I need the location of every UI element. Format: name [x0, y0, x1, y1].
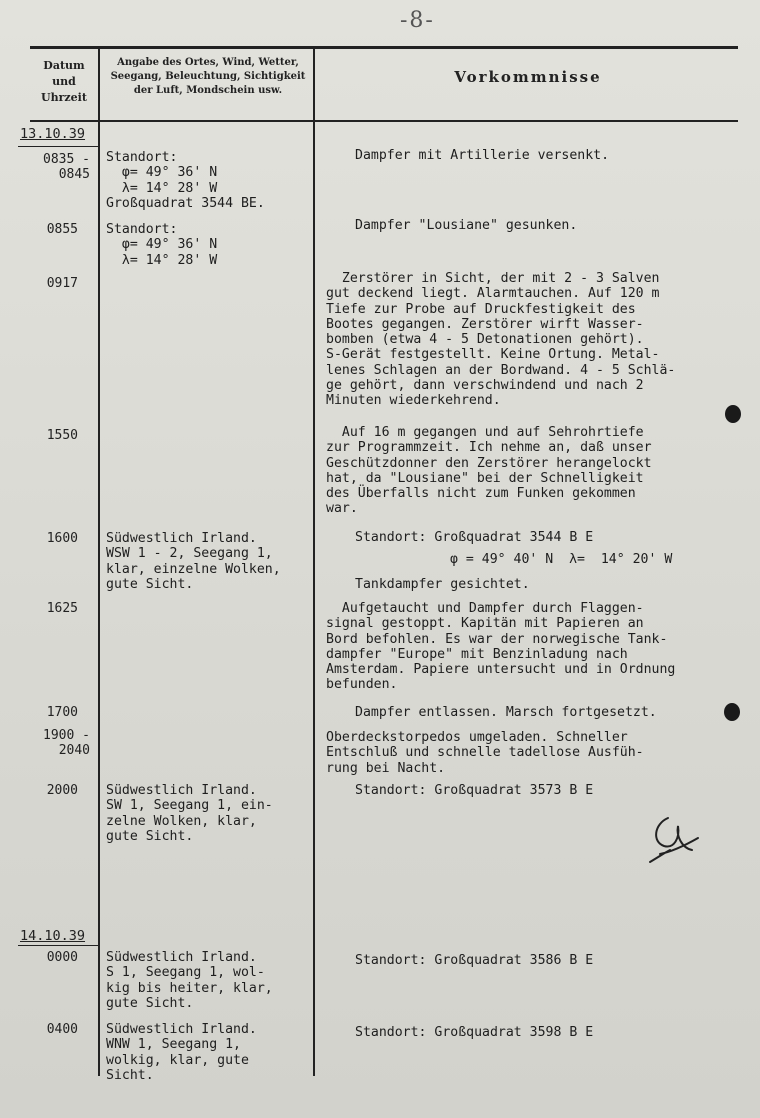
date-13-10-39: 13.10.39	[20, 126, 86, 142]
time-0835: 0835 - 0845	[43, 152, 90, 182]
punch-hole-lower	[724, 703, 740, 721]
event-1600-coordinates: φ = 49° 40' N λ= 14° 20' W	[450, 552, 673, 567]
time-0000: 0000	[46, 950, 78, 965]
event-1550: Auf 16 m gegangen und auf Sehrohrtiefe zur Programmzeit. Ich nehme an, daß unser Geschützdonner den Zerstörer herangelockt hat, da "Lousiane" bei der Schnelligkeit des Überfalls nicht zum Funken gekommen war.	[326, 425, 652, 517]
column-divider-1	[98, 46, 100, 1076]
punch-hole-upper	[725, 405, 741, 423]
event-0917: Zerstörer in Sicht, der mit 2 - 3 Salven gut deckend liegt. Alarmtauchen. Auf 120 m Tiefe zur Probe auf Druckfestigkeit des Bootes gegangen. Zerstörer wirft Wasser- bomben (etwa 4 - 5 Detonationen gehört). S-Gerät festgestellt. Keine Ortung. Metal- lenes Schlagen an der Bordwand. 4 - 5 Schlä- ge gehört, dann verschwindend und nach 2 Minuten wiederkehrend.	[326, 271, 676, 409]
event-1625: Aufgetaucht und Dampfer durch Flaggen- signal gestoppt. Kapitän mit Papieren an Bord befohlen. Es war der norwegische Tank- dampfer "Europe" mit Benzinladung nach Amsterdam. Papiere untersucht und in Ordnung befunden.	[326, 601, 676, 693]
event-1600-position: Standort: Großquadrat 3544 B E	[355, 530, 594, 545]
time-1900: 1900 - 2040	[43, 728, 90, 758]
header-location-weather: Angabe des Ortes, Wind, Wetter, Seegang, Beleuchtung, Sichtigkeit der Luft, Mondschein usw.	[110, 57, 306, 96]
location-0855: Standort: φ= 49° 36' N λ= 14° 28' W	[106, 222, 218, 268]
event-0000: Standort: Großquadrat 3586 B E	[355, 953, 594, 968]
event-1600-tanker: Tankdampfer gesichtet.	[355, 577, 530, 592]
handwritten-initial	[640, 808, 710, 868]
header-events: Vorkommnisse	[454, 68, 602, 86]
location-1600: Südwestlich Irland. WSW 1 - 2, Seegang 1, klar, einzelne Wolken, gute Sicht.	[106, 531, 281, 592]
event-1900: Oberdeckstorpedos umgeladen. Schneller Entschluß und schnelle tadellose Ausfüh- rung bei Nacht.	[326, 730, 644, 776]
location-0835: Standort: φ= 49° 36' N λ= 14° 28' W Großquadrat 3544 BE.	[106, 150, 265, 211]
location-0000: Südwestlich Irland. S 1, Seegang 1, wol- kig bis heiter, klar, gute Sicht.	[106, 950, 273, 1011]
time-2000: 2000	[46, 783, 78, 798]
time-1625: 1625	[46, 601, 78, 616]
event-0400: Standort: Großquadrat 3598 B E	[355, 1025, 594, 1040]
time-0400: 0400	[46, 1022, 78, 1037]
date-rule-2	[18, 945, 98, 946]
header-date-time: Datum und Uhrzeit	[41, 59, 87, 104]
event-1700: Dampfer entlassen. Marsch fortgesetzt.	[355, 705, 657, 720]
column-divider-2	[313, 46, 315, 1076]
header-bottom-rule	[30, 120, 738, 122]
page-number: -8-	[400, 8, 435, 33]
event-0855: Dampfer "Lousiane" gesunken.	[355, 218, 578, 233]
table-top-rule	[30, 46, 738, 49]
time-0855: 0855	[46, 222, 78, 237]
time-1600: 1600	[46, 531, 78, 546]
location-2000: Südwestlich Irland. SW 1, Seegang 1, ein- zelne Wolken, klar, gute Sicht.	[106, 783, 273, 844]
time-1550: 1550	[46, 428, 78, 443]
location-0400: Südwestlich Irland. WNW 1, Seegang 1, wolkig, klar, gute Sicht.	[106, 1022, 257, 1083]
date-rule-1	[18, 146, 98, 147]
time-1700: 1700	[46, 705, 78, 720]
time-0917: 0917	[46, 276, 78, 291]
event-0835: Dampfer mit Artillerie versenkt.	[355, 148, 610, 163]
event-2000: Standort: Großquadrat 3573 B E	[355, 783, 594, 798]
date-14-10-39: 14.10.39	[20, 928, 86, 944]
